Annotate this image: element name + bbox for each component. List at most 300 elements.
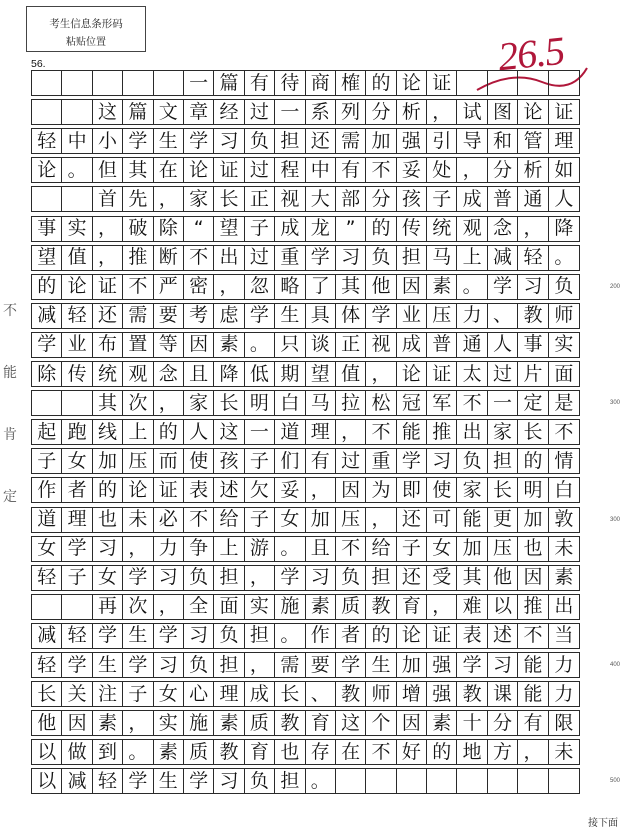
essay-cell: 女: [275, 508, 305, 532]
essay-cell: 做: [62, 740, 92, 764]
essay-cell: 加: [518, 508, 548, 532]
margin-char: 定: [3, 489, 17, 505]
essay-cell: 。: [275, 624, 305, 648]
essay-cell: 统: [93, 362, 123, 386]
essay-cell: 拉: [336, 391, 366, 415]
essay-row: [31, 507, 580, 533]
essay-cell: ，: [93, 246, 123, 270]
essay-cell: 长: [518, 420, 548, 444]
essay-cell: 教: [366, 595, 396, 619]
essay-cell: 试: [457, 100, 487, 124]
barcode-sticker-area: [26, 6, 146, 52]
essay-cell: 关: [62, 682, 92, 706]
essay-cell: 且: [306, 537, 336, 561]
essay-cell: 榷: [336, 71, 366, 95]
essay-cell: 松: [366, 391, 396, 415]
essay-cell: 不: [184, 508, 214, 532]
essay-cell: ，: [427, 100, 457, 124]
essay-cell: 轻: [32, 566, 62, 590]
essay-cell: 论: [62, 275, 92, 299]
essay-cell: 置: [123, 333, 153, 357]
essay-cell: 因: [336, 478, 366, 502]
essay-cell: 减: [62, 769, 92, 793]
essay-cell: ”: [336, 217, 366, 241]
essay-cell: 马: [427, 246, 457, 270]
essay-cell: 篇: [123, 100, 153, 124]
essay-cell: 有: [245, 71, 275, 95]
essay-cell: ，: [245, 566, 275, 590]
essay-cell: 实: [554, 333, 574, 356]
essay-cell: ，: [457, 158, 487, 182]
essay-cell: 业: [397, 304, 427, 328]
essay-cell: 观: [457, 217, 487, 241]
essay-cell: 望: [214, 217, 244, 241]
essay-cell: 人: [554, 187, 574, 210]
essay-cell: 证: [427, 362, 457, 386]
essay-cell: 孩: [397, 187, 427, 211]
essay-cell: 增: [397, 682, 427, 706]
essay-cell: ，: [366, 508, 396, 532]
essay-row: [31, 245, 580, 271]
essay-cell: 好: [397, 740, 427, 764]
essay-cell: 视: [275, 187, 305, 211]
essay-cell: 作: [306, 624, 336, 648]
essay-cell: 龙: [306, 217, 336, 241]
essay-cell: 学: [123, 129, 153, 153]
essay-cell: 中: [306, 158, 336, 182]
essay-cell: 普: [427, 333, 457, 357]
essay-cell: 。: [554, 246, 574, 269]
essay-cell: 师: [554, 304, 574, 327]
essay-cell: 也: [93, 508, 123, 532]
essay-cell: 习: [154, 653, 184, 677]
essay-cell: ，: [154, 187, 184, 211]
essay-row: [31, 681, 580, 707]
word-count-tick: 400: [609, 662, 620, 668]
essay-cell: 师: [366, 682, 396, 706]
essay-cell: 念: [488, 217, 518, 241]
essay-cell: 担: [245, 624, 275, 648]
essay-cell: ，: [93, 217, 123, 241]
essay-cell: [32, 391, 62, 415]
essay-cell: 不: [336, 537, 366, 561]
essay-row: [31, 448, 580, 474]
essay-row: [31, 536, 580, 562]
essay-cell: 负: [184, 566, 214, 590]
essay-cell: 明: [518, 478, 548, 502]
essay-cell: 片: [518, 362, 548, 386]
essay-cell: 因: [184, 333, 214, 357]
essay-cell: 教: [518, 304, 548, 328]
essay-cell: 存: [306, 740, 336, 764]
essay-cell: 加: [93, 449, 123, 473]
essay-cell: 望: [32, 246, 62, 270]
essay-cell: 是: [554, 391, 574, 414]
essay-cell: 在: [154, 158, 184, 182]
essay-cell: 负: [214, 624, 244, 648]
essay-cell: 学: [184, 129, 214, 153]
essay-row: [31, 623, 580, 649]
essay-cell: 传: [397, 217, 427, 241]
essay-cell: 素: [554, 566, 574, 589]
essay-cell: 论: [397, 71, 427, 95]
essay-cell: 加: [366, 129, 396, 153]
essay-cell: 质: [245, 711, 275, 735]
essay-cell: 章: [184, 100, 214, 124]
essay-cell: 的: [366, 71, 396, 95]
essay-cell: 也: [518, 537, 548, 561]
essay-cell: 因: [518, 566, 548, 590]
essay-cell: 负: [184, 653, 214, 677]
essay-cell: 施: [275, 595, 305, 619]
essay-cell: 素: [427, 275, 457, 299]
essay-row: [31, 710, 580, 736]
essay-cell: 面: [554, 362, 574, 385]
essay-cell: 限: [554, 711, 574, 734]
essay-cell: 上: [123, 420, 153, 444]
essay-row: [31, 186, 580, 212]
essay-cell: 担: [214, 653, 244, 677]
essay-cell: 素: [427, 711, 457, 735]
essay-cell: 能: [518, 653, 548, 677]
essay-cell: 孩: [214, 449, 244, 473]
essay-cell: 能: [397, 420, 427, 444]
essay-cell: 学: [488, 275, 518, 299]
essay-cell: 强: [427, 653, 457, 677]
essay-cell: [62, 595, 92, 619]
essay-cell: 习: [184, 624, 214, 648]
essay-cell: [154, 71, 184, 95]
essay-cell: 加: [397, 653, 427, 677]
essay-cell: 除: [32, 362, 62, 386]
essay-cell: 一: [275, 100, 305, 124]
word-count-tick: 200: [609, 283, 620, 290]
essay-cell: 一: [488, 391, 518, 415]
essay-cell: 育: [397, 595, 427, 619]
essay-cell: 还: [397, 566, 427, 590]
essay-cell: 学: [306, 246, 336, 270]
essay-cell: 断: [154, 246, 184, 270]
essay-cell: 不: [123, 275, 153, 299]
essay-cell: 担: [488, 449, 518, 473]
essay-cell: [32, 71, 62, 95]
essay-cell: 的: [518, 449, 548, 473]
essay-cell: 过: [488, 362, 518, 386]
essay-cell: 上: [457, 246, 487, 270]
essay-cell: 方: [488, 740, 518, 764]
essay-cell: 除: [154, 217, 184, 241]
essay-cell: 论: [123, 478, 153, 502]
essay-cell: 待: [275, 71, 305, 95]
essay-cell: 导: [457, 129, 487, 153]
essay-cell: 生: [275, 304, 305, 328]
essay-cell: 他: [488, 566, 518, 590]
essay-cell: 的: [154, 420, 184, 444]
essay-row: [31, 565, 580, 591]
essay-cell: 面: [214, 595, 244, 619]
essay-cell: [32, 595, 62, 619]
essay-cell: 家: [184, 391, 214, 415]
essay-cell: 出: [214, 246, 244, 270]
essay-cell: [457, 769, 487, 793]
essay-cell: 加: [457, 537, 487, 561]
essay-cell: 压: [488, 537, 518, 561]
essay-cell: 受: [427, 566, 457, 590]
essay-cell: 念: [154, 362, 184, 386]
essay-cell: 事: [518, 333, 548, 357]
essay-cell: 重: [366, 449, 396, 473]
essay-cell: 马: [306, 391, 336, 415]
essay-row: [31, 303, 580, 329]
essay-cell: [62, 100, 92, 124]
essay-cell: 理: [214, 682, 244, 706]
essay-cell: 值: [62, 246, 92, 270]
essay-cell: 事: [32, 217, 62, 241]
essay-row: [31, 390, 580, 416]
essay-cell: 学: [366, 304, 396, 328]
essay-cell: 学: [154, 624, 184, 648]
essay-cell: 使: [427, 478, 457, 502]
essay-cell: 的: [32, 275, 62, 299]
essay-cell: 生: [154, 129, 184, 153]
essay-cell: 先: [123, 187, 153, 211]
essay-cell: [488, 769, 518, 793]
essay-cell: 。: [62, 158, 92, 182]
essay-cell: 未: [123, 508, 153, 532]
essay-cell: [32, 100, 62, 124]
essay-cell: 布: [93, 333, 123, 357]
essay-cell: 轻: [93, 769, 123, 793]
essay-cell: 这: [336, 711, 366, 735]
essay-cell: 也: [275, 740, 305, 764]
essay-cell: 以: [32, 769, 62, 793]
essay-cell: 这: [93, 100, 123, 124]
essay-cell: 长: [275, 682, 305, 706]
essay-cell: 地: [457, 740, 487, 764]
essay-row: [31, 361, 580, 387]
essay-cell: 长: [32, 682, 62, 706]
essay-cell: 。: [275, 537, 305, 561]
essay-cell: 力: [554, 682, 574, 705]
essay-cell: 他: [32, 711, 62, 735]
essay-cell: 需: [123, 304, 153, 328]
essay-cell: 要: [306, 653, 336, 677]
essay-cell: ，: [154, 391, 184, 415]
essay-cell: 分: [366, 187, 396, 211]
essay-cell: 女: [93, 566, 123, 590]
essay-cell: 道: [275, 420, 305, 444]
essay-row: [31, 768, 580, 794]
essay-cell: 分: [366, 100, 396, 124]
essay-cell: 小: [93, 129, 123, 153]
essay-row: [31, 419, 580, 445]
essay-cell: 成: [275, 217, 305, 241]
essay-cell: 其: [457, 566, 487, 590]
essay-cell: 严: [154, 275, 184, 299]
essay-cell: 担: [366, 566, 396, 590]
essay-cell: 负: [245, 769, 275, 793]
essay-cell: 而: [154, 449, 184, 473]
essay-cell: 的: [366, 624, 396, 648]
essay-cell: 证: [214, 158, 244, 182]
essay-cell: 习: [427, 449, 457, 473]
essay-cell: 期: [275, 362, 305, 386]
essay-cell: 可: [427, 508, 457, 532]
essay-cell: 给: [366, 537, 396, 561]
essay-cell: 不: [184, 246, 214, 270]
essay-cell: 子: [62, 566, 92, 590]
essay-cell: 轻: [518, 246, 548, 270]
essay-cell: 学: [123, 769, 153, 793]
essay-cell: 过: [336, 449, 366, 473]
essay-cell: 欠: [245, 478, 275, 502]
essay-cell: 子: [397, 537, 427, 561]
essay-cell: 。: [306, 769, 336, 793]
essay-cell: 证: [93, 275, 123, 299]
essay-cell: 密: [184, 275, 214, 299]
essay-cell: 女: [62, 449, 92, 473]
essay-cell: 上: [214, 537, 244, 561]
essay-cell: 质: [336, 595, 366, 619]
essay-row: [31, 332, 580, 358]
essay-cell: 妥: [397, 158, 427, 182]
essay-cell: 教: [214, 740, 244, 764]
essay-cell: 谈: [306, 333, 336, 357]
essay-cell: 学: [93, 624, 123, 648]
essay-cell: 业: [62, 333, 92, 357]
essay-cell: 定: [518, 391, 548, 415]
essay-cell: 军: [427, 391, 457, 415]
essay-cell: 以: [488, 595, 518, 619]
essay-cell: 列: [336, 100, 366, 124]
essay-cell: 值: [336, 362, 366, 386]
essay-cell: 轻: [32, 653, 62, 677]
essay-cell: 使: [184, 449, 214, 473]
essay-cell: 虑: [214, 304, 244, 328]
essay-cell: 因: [62, 711, 92, 735]
essay-cell: 观: [123, 362, 153, 386]
essay-cell: 们: [275, 449, 305, 473]
essay-cell: 素: [214, 711, 244, 735]
essay-cell: 习: [154, 566, 184, 590]
essay-cell: 个: [366, 711, 396, 735]
essay-cell: 线: [93, 420, 123, 444]
essay-cell: 当: [554, 624, 574, 647]
essay-cell: 到: [93, 740, 123, 764]
essay-cell: 次: [123, 595, 153, 619]
essay-cell: 力: [554, 653, 574, 676]
essay-cell: 子: [123, 682, 153, 706]
essay-cell: 过: [245, 158, 275, 182]
essay-cell: 长: [214, 391, 244, 415]
essay-cell: 。: [457, 275, 487, 299]
essay-cell: 家: [457, 478, 487, 502]
essay-cell: 课: [488, 682, 518, 706]
essay-cell: 有: [518, 711, 548, 735]
essay-cell: 考: [184, 304, 214, 328]
essay-cell: 长: [488, 478, 518, 502]
essay-cell: 实: [154, 711, 184, 735]
essay-cell: 证: [554, 100, 574, 123]
essay-cell: 学: [336, 653, 366, 677]
essay-cell: 有: [336, 158, 366, 182]
essay-cell: 教: [275, 711, 305, 735]
essay-cell: 给: [214, 508, 244, 532]
essay-cell: 加: [306, 508, 336, 532]
essay-cell: 注: [93, 682, 123, 706]
essay-cell: 理: [306, 420, 336, 444]
essay-cell: 习: [488, 653, 518, 677]
essay-cell: 减: [32, 624, 62, 648]
essay-cell: 能: [457, 508, 487, 532]
essay-cell: 子: [32, 449, 62, 473]
essay-cell: 习: [518, 275, 548, 299]
essay-cell: 其: [93, 391, 123, 415]
essay-cell: 的: [427, 740, 457, 764]
essay-cell: 重: [275, 246, 305, 270]
essay-cell: 降: [554, 217, 574, 239]
essay-cell: 需: [275, 653, 305, 677]
essay-cell: 、: [488, 304, 518, 328]
essay-cell: 人: [488, 333, 518, 357]
essay-answer-grid: [31, 70, 580, 820]
essay-cell: 生: [93, 653, 123, 677]
essay-cell: 推: [427, 420, 457, 444]
essay-cell: 家: [184, 187, 214, 211]
essay-cell: 图: [488, 100, 518, 124]
essay-cell: ，: [366, 362, 396, 386]
essay-cell: 争: [184, 537, 214, 561]
essay-cell: 不: [366, 420, 396, 444]
essay-cell: 不: [554, 420, 574, 443]
essay-cell: 还: [397, 508, 427, 532]
essay-cell: 学: [32, 333, 62, 357]
essay-cell: 学: [62, 653, 92, 677]
essay-cell: 育: [306, 711, 336, 735]
essay-cell: ，: [306, 478, 336, 502]
essay-cell: 敦: [554, 508, 574, 530]
essay-cell: 具: [306, 304, 336, 328]
continue-below-note: 接下面: [588, 818, 618, 829]
essay-cell: 等: [154, 333, 184, 357]
barcode-sublabel: 粘贴位置: [66, 37, 106, 48]
essay-cell: 还: [306, 129, 336, 153]
essay-cell: 实: [62, 217, 92, 241]
essay-cell: 道: [32, 508, 62, 532]
essay-cell: ，: [123, 711, 153, 735]
essay-cell: 生: [154, 769, 184, 793]
question-number: 56.: [31, 58, 46, 70]
essay-cell: ，: [154, 595, 184, 619]
essay-cell: 力: [457, 304, 487, 328]
essay-cell: 统: [427, 217, 457, 241]
essay-cell: 论: [518, 100, 548, 124]
essay-cell: 素: [306, 595, 336, 619]
essay-row: [31, 274, 580, 300]
essay-cell: [549, 769, 579, 793]
essay-cell: 一: [245, 420, 275, 444]
essay-cell: 作: [32, 478, 62, 502]
essay-cell: 学: [275, 566, 305, 590]
essay-cell: 证: [427, 624, 457, 648]
essay-cell: 即: [397, 478, 427, 502]
essay-cell: 女: [32, 537, 62, 561]
essay-cell: 。: [123, 740, 153, 764]
essay-cell: 降: [214, 362, 244, 386]
essay-cell: 次: [123, 391, 153, 415]
essay-cell: 轻: [62, 304, 92, 328]
essay-cell: 生: [366, 653, 396, 677]
